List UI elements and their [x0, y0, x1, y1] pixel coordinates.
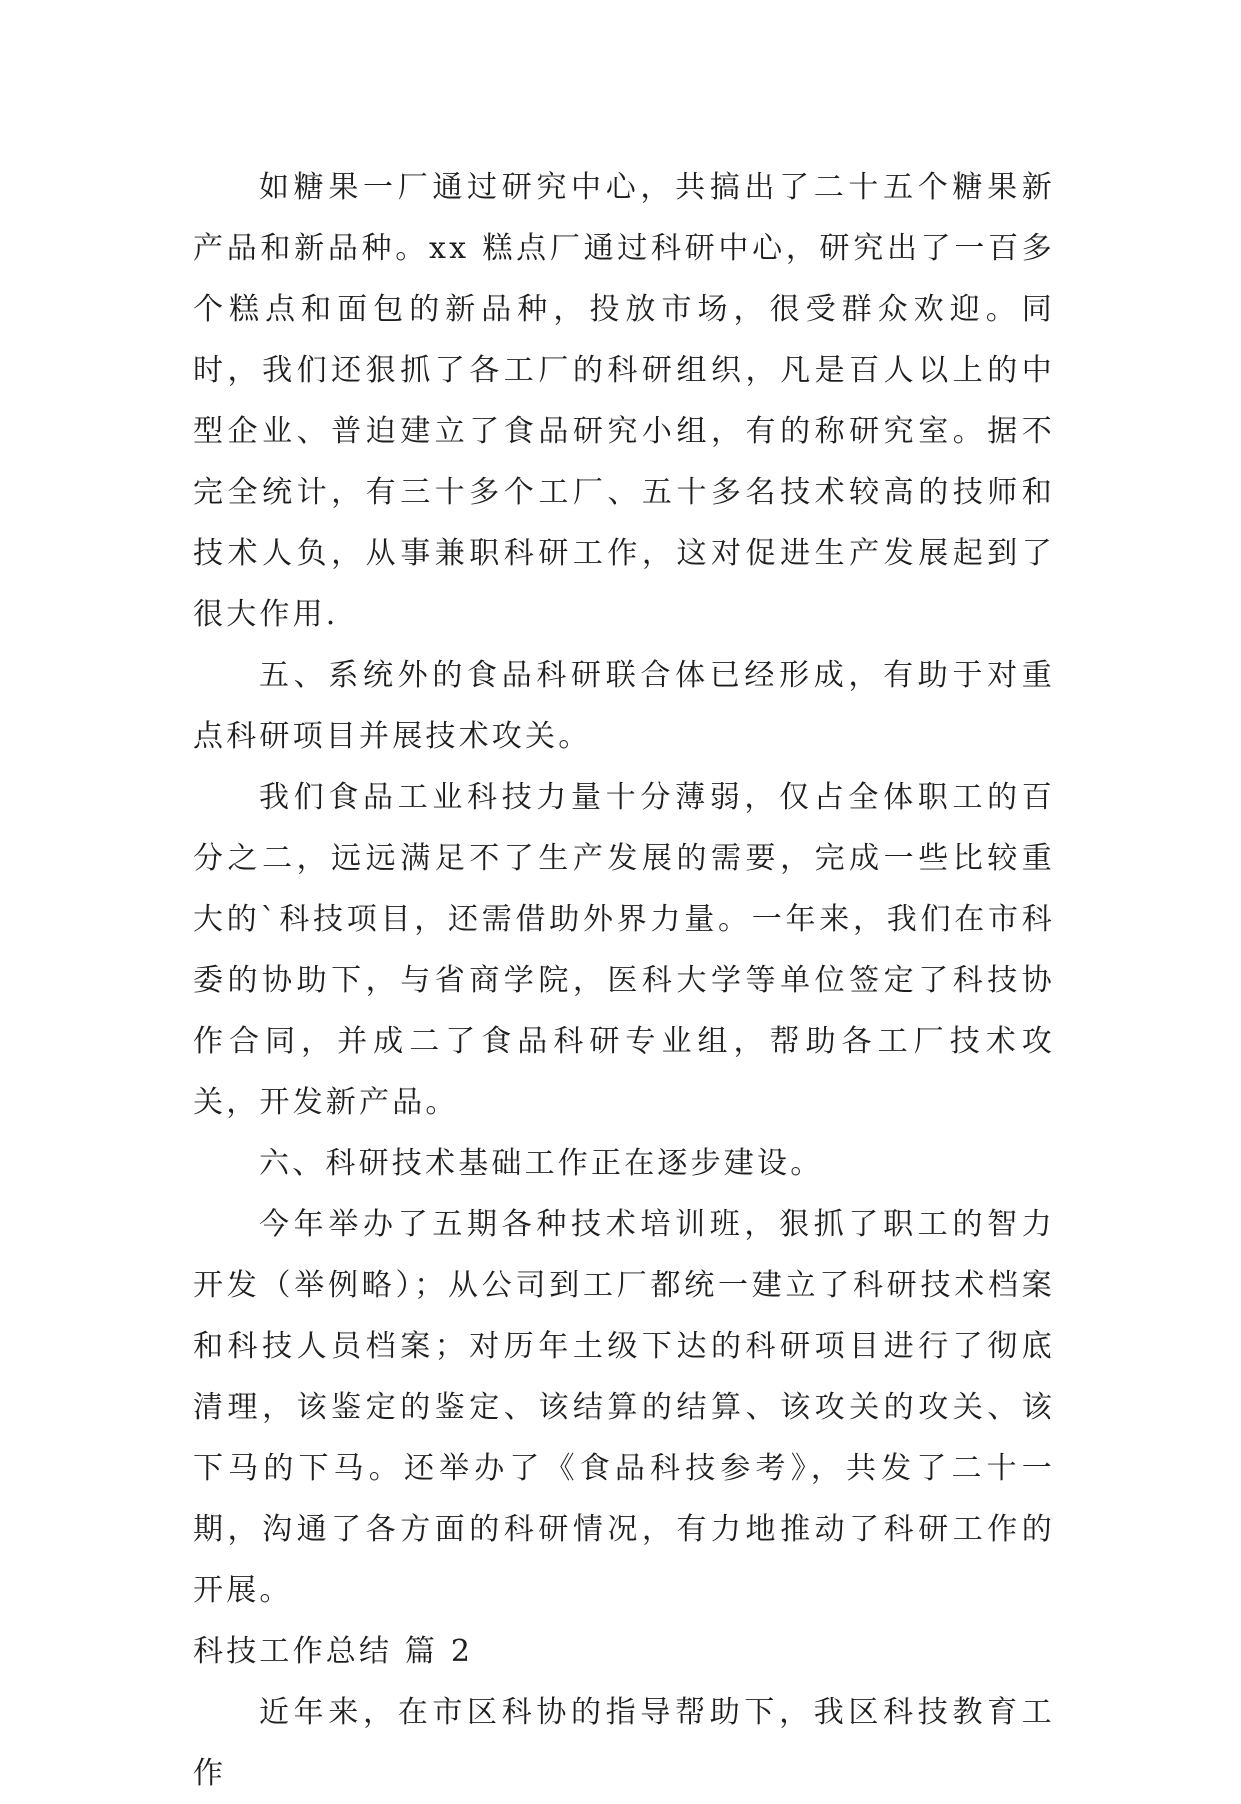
paragraph-external-cooperation: 我们食品工业科技力量十分薄弱，仅占全体职工的百分之二，远远满足不了生产发展的需要，完成一些比较重大的`科技项目，还需借助外界力量。一年来，我们在市科委的协助下，与省商学院，医科大学等单位签定了科技协作合同，并成二了食品科研专业组，帮助各工厂技术攻关，开发新产品。 [193, 780, 1055, 1120]
paragraph-section-six: 六、科研技术基础工作正在逐步建设。 [259, 1146, 824, 1181]
document-body [193, 157, 1055, 1804]
section-heading: 科技工作总结 篇 2 [193, 1634, 474, 1669]
paragraph-training: 今年举办了五期各种技术培训班，狠抓了职工的智力开发（举例略）；从公司到工厂都统一建立了科研技术档案和科技人员档案；对历年土级下达的科研项目进行了彻底清理，该鉴定的鉴定、该结算的结算、该攻关的攻关、该下马的下马。还举办了《食品科技参考》，共发了二十一期，沟通了各方面的科研情况，有力地推动了科研工作的开展。 [193, 1207, 1055, 1608]
paragraph-candy-factory: 如糖果一厂通过研究中心，共搞出了二十五个糖果新产品和新品种。xx 糕点厂通过科研中心，研究出了一百多个糕点和面包的新品种，投放市场，很受群众欢迎。同时，我们还狠抓了各工厂的科研组织，凡是百人以上的中型企业、普迫建立了食品研究小组，有的称研究室。据不完全统计，有三十多个工厂、五十多名技术较高的技师和技术人负，从事兼职科研工作，这对促进生产发展起到了很大作用. [193, 170, 1055, 632]
paragraph-section-five: 五、系统外的食品科研联合体已经形成，有助于对重点科研项目并展技术攻关。 [193, 658, 1055, 754]
paragraph-recent-years: 近年来，在市区科协的指导帮助下，我区科技教育工作 [193, 1695, 1055, 1791]
